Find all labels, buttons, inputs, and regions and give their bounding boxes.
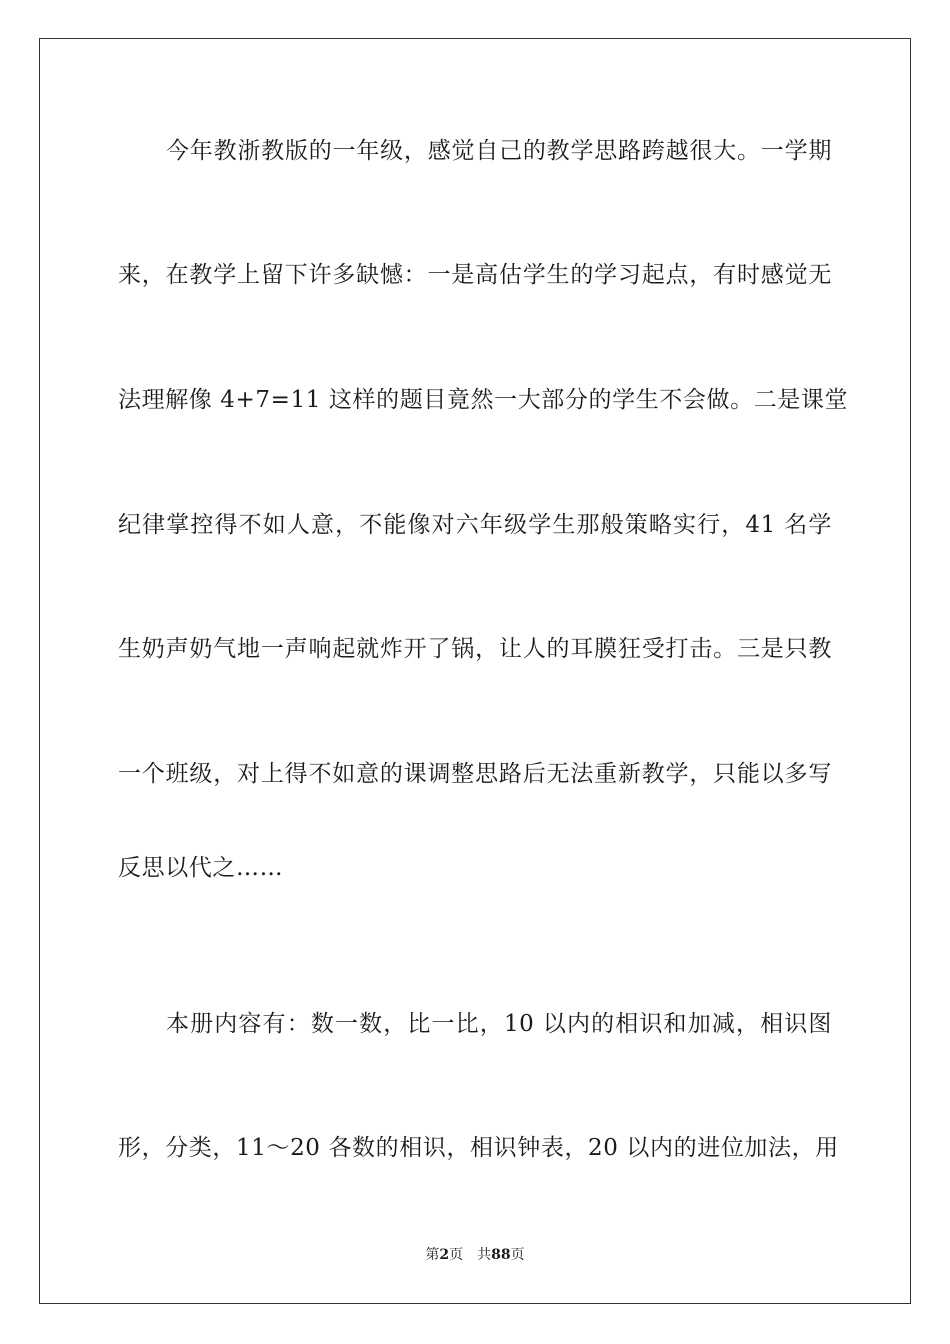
footer-total-suffix: 页 — [510, 1247, 525, 1263]
paragraph-1-line-7: 反思以代之…… — [118, 855, 284, 881]
footer-page-number: 2 — [439, 1247, 450, 1263]
page-footer — [0, 1246, 950, 1264]
footer-page-prefix: 第 — [425, 1247, 440, 1263]
footer-total-prefix: 共 — [477, 1247, 492, 1263]
paragraph-2-line-1: 本册内容有：数一数，比一比，10 以内的相识和加减，相识图 — [166, 1011, 832, 1037]
paragraph-1-line-1: 今年教浙教版的一年级，感觉自己的教学思路跨越很大。一学期 — [166, 138, 832, 164]
paragraph-2-line-2: 形，分类，11～20 各数的相识，相识钟表，20 以内的进位加法，用 — [118, 1135, 839, 1161]
paragraph-1-line-4: 纪律掌控得不如人意，不能像对六年级学生那般策略实行，41 名学 — [118, 512, 832, 538]
footer-total-pages: 88 — [491, 1247, 511, 1263]
paragraph-1-line-2: 来，在教学上留下许多缺憾：一是高估学生的学习起点，有时感觉无 — [118, 262, 832, 288]
footer-page-suffix: 页 — [449, 1247, 464, 1263]
paragraph-1-line-3: 法理解像 4+7=11 这样的题目竟然一大部分的学生不会做。二是课堂 — [118, 387, 849, 413]
paragraph-1-line-5: 生奶声奶气地一声响起就炸开了锅，让人的耳膜狂受打击。三是只教 — [118, 636, 832, 662]
page-border — [39, 38, 911, 1304]
paragraph-1-line-6: 一个班级，对上得不如意的课调整思路后无法重新教学，只能以多写 — [118, 761, 832, 787]
